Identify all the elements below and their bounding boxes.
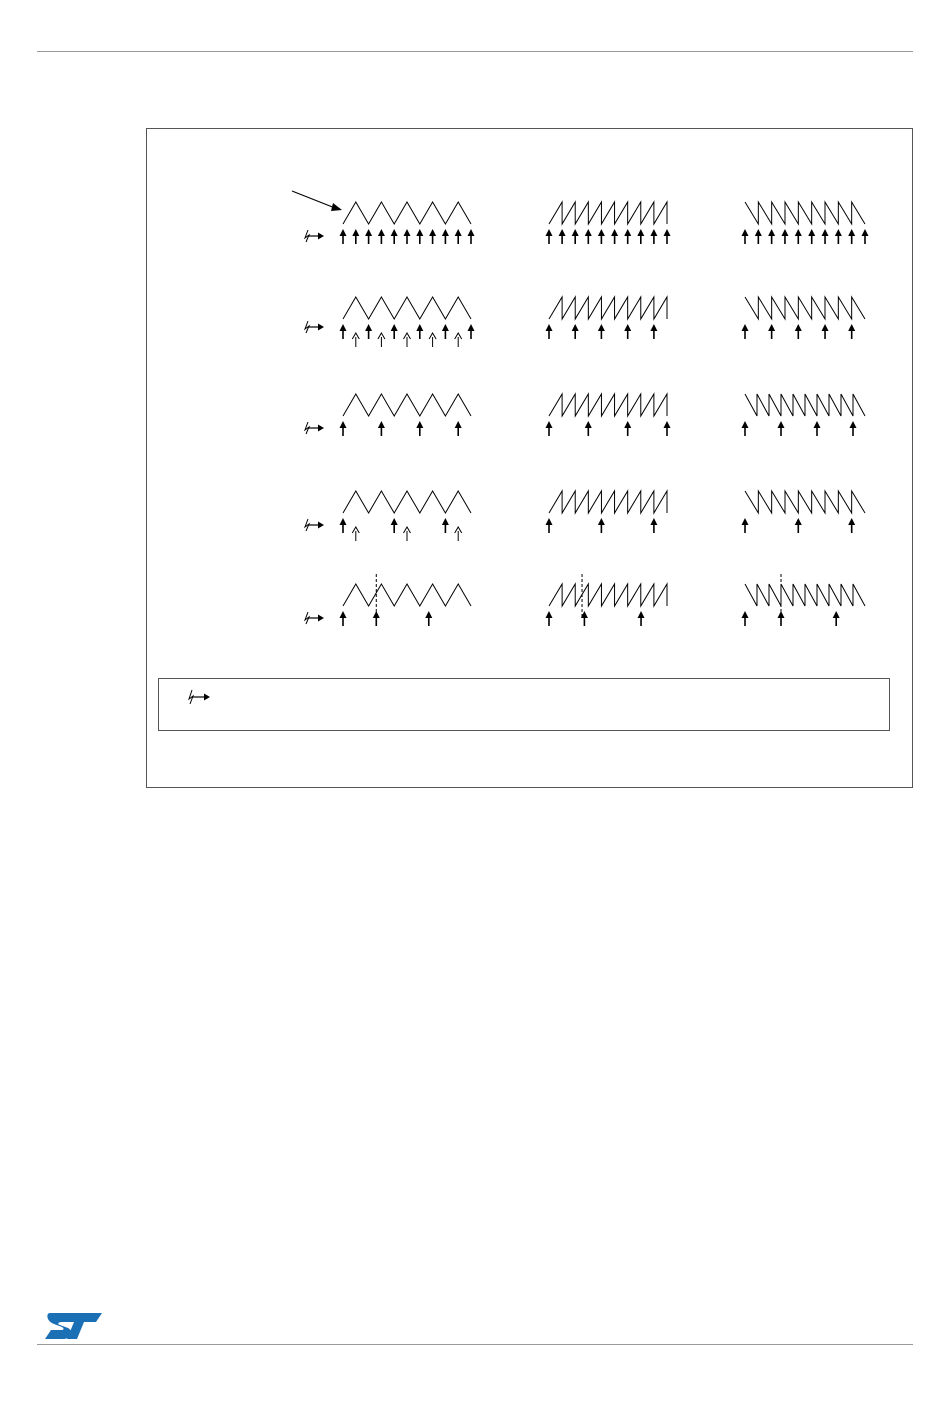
update-event-icon-row-4-tip [318,522,324,529]
row-2-center-aligned-event-6-head [468,324,475,331]
row-5-center-aligned-event-2-head [373,611,380,618]
row-5-downcounting-event-3-head [833,611,840,618]
row-2-downcounting-event-3-head [795,324,802,331]
row-5-downcounting-event-2-head [778,611,785,618]
update-event-icon-row-5-bolt [305,612,309,624]
row-1-upcounting-event-3-head [572,229,579,236]
row-4-center-aligned-event-2-head [391,518,398,525]
update-event-icon-row-5-tip [318,615,324,622]
update-event-icon-row-3-tip [318,425,324,432]
pointer-arrow-head [331,203,342,211]
row-3-upcounting-waveform [549,394,667,416]
row-1-downcounting-event-4-head [781,229,788,236]
row-2-downcounting-waveform [745,297,865,319]
row-1-center-aligned-event-6-head [404,229,411,236]
row-1-downcounting-event-10-head [862,229,869,236]
header-rule [37,51,913,52]
row-5-center-aligned-event-3-head [425,611,432,618]
row-1-center-aligned-event-3-head [365,229,372,236]
row-1-center-aligned-event-1-head [340,229,347,236]
row-4-upcounting-waveform [549,491,667,513]
st-logo [44,1311,104,1341]
row-5-upcounting-event-1-head [546,611,553,618]
row-2-upcounting-event-4-head [624,324,631,331]
row-5-downcounting-waveform [745,584,865,606]
row-2-center-aligned-event-2-head [365,324,372,331]
row-2-center-aligned-event-5-head [442,324,449,331]
row-1-upcounting-event-4-head [585,229,592,236]
row-1-downcounting-event-1-head [742,229,749,236]
row-4-upcounting-event-3-head [650,518,657,525]
row-4-center-aligned-event-3-head [442,518,449,525]
row-1-center-aligned-event-9-head [442,229,449,236]
row-1-upcounting-event-7-head [624,229,631,236]
update-event-icon-row-2-bolt [305,321,309,333]
row-4-center-aligned-event-1-head [340,518,347,525]
row-3-upcounting-event-2-head [585,421,592,428]
row-4-downcounting-event-3-head [848,518,855,525]
row-1-center-aligned-event-11-head [468,229,475,236]
row-5-center-aligned-event-1-head [340,611,347,618]
row-4-center-aligned-waveform [343,491,471,513]
row-1-downcounting-event-8-head [835,229,842,236]
row-2-center-aligned-waveform [343,297,471,319]
row-1-center-aligned-event-5-head [391,229,398,236]
row-1-upcounting-event-2-head [559,229,566,236]
row-3-center-aligned-event-3-head [416,421,423,428]
row-1-center-aligned-event-2-head [352,229,359,236]
row-5-downcounting-event-1-head [742,611,749,618]
row-2-upcounting-event-3-head [598,324,605,331]
row-2-upcounting-event-1-head [546,324,553,331]
row-1-center-aligned-waveform [343,202,471,224]
row-1-upcounting-event-5-head [598,229,605,236]
row-3-downcounting-event-2-head [778,421,785,428]
row-3-downcounting-event-3-head [814,421,821,428]
row-2-downcounting-event-5-head [848,324,855,331]
row-1-center-aligned-event-4-head [378,229,385,236]
row-1-downcounting-waveform [745,202,865,224]
row-3-upcounting-event-1-head [546,421,553,428]
row-3-upcounting-event-3-head [624,421,631,428]
row-3-center-aligned-event-2-head [378,421,385,428]
row-4-upcounting-event-1-head [546,518,553,525]
row-5-upcounting-event-3-head [638,611,645,618]
row-1-downcounting-event-9-head [848,229,855,236]
row-2-upcounting-event-2-head [572,324,579,331]
row-1-upcounting-waveform [549,202,667,224]
row-1-downcounting-event-7-head [822,229,829,236]
row-2-center-aligned-event-1-head [340,324,347,331]
update-event-icon-row-2-tip [318,324,324,331]
update-event-icon-row-1-bolt [305,230,309,242]
row-1-upcounting-event-9-head [650,229,657,236]
update-event-icon [177,687,217,717]
row-4-downcounting-event-1-head [742,518,749,525]
row-1-downcounting-event-5-head [795,229,802,236]
row-2-downcounting-event-1-head [742,324,749,331]
row-3-upcounting-event-4-head [664,421,671,428]
row-1-upcounting-event-10-head [664,229,671,236]
row-3-center-aligned-waveform [343,394,471,416]
row-3-downcounting-waveform [745,394,865,416]
row-1-center-aligned-event-8-head [429,229,436,236]
row-2-upcounting-event-5-head [650,324,657,331]
row-1-downcounting-event-3-head [768,229,775,236]
row-1-downcounting-event-2-head [755,229,762,236]
row-2-center-aligned-event-3-head [391,324,398,331]
row-2-center-aligned-event-4-head [416,324,423,331]
footer-rule [37,1344,913,1345]
row-3-center-aligned-event-4-head [455,421,462,428]
row-5-upcounting-waveform [549,584,667,606]
row-3-center-aligned-event-1-head [340,421,347,428]
row-2-upcounting-waveform [549,297,667,319]
row-1-center-aligned-event-7-head [416,229,423,236]
row-5-center-aligned-waveform [343,584,471,606]
row-2-downcounting-event-4-head [822,324,829,331]
legend-box [158,678,890,731]
row-1-center-aligned-event-10-head [455,229,462,236]
row-3-downcounting-event-4-head [850,421,857,428]
row-1-upcounting-event-8-head [637,229,644,236]
row-1-upcounting-event-6-head [611,229,618,236]
update-event-icon-row-3-bolt [305,422,309,434]
row-1-upcounting-event-1-head [546,229,553,236]
figure-frame [146,128,913,788]
row-3-downcounting-event-1-head [742,421,749,428]
row-2-downcounting-event-2-head [768,324,775,331]
pointer-arrow-line [292,191,335,208]
row-4-upcounting-event-2-head [598,518,605,525]
row-1-downcounting-event-6-head [808,229,815,236]
row-4-downcounting-event-2-head [795,518,802,525]
update-event-icon-row-1-tip [318,233,324,240]
update-event-icon-row-4-bolt [305,519,309,531]
row-4-downcounting-waveform [745,491,865,513]
